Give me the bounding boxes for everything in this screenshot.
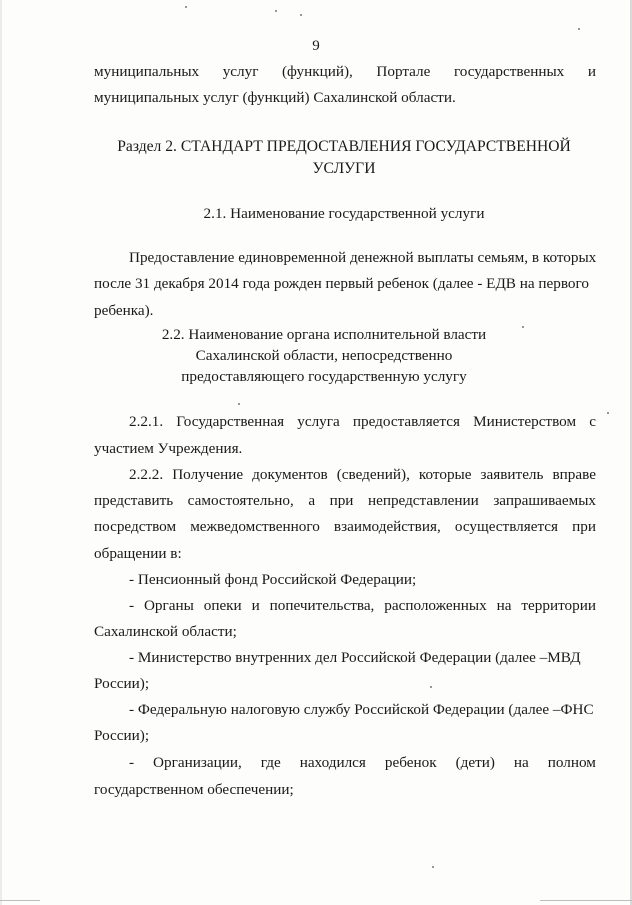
subsection-2-2-heading-line-3: предоставляющего государственную услугу — [181, 368, 467, 385]
word: 2.2.2. — [129, 466, 164, 483]
scan-speck — [430, 686, 432, 688]
word: Государственная — [176, 413, 285, 430]
word: на — [496, 597, 512, 614]
continuation-line-1 — [94, 62, 596, 82]
word: государственных — [453, 63, 565, 80]
page-number: 9 — [312, 38, 320, 54]
scan-speck — [238, 403, 240, 405]
word: и — [251, 597, 260, 614]
subsection-2-1-para-line-2: после 31 декабря 2014 года рожден первый ребенок (далее - ЕДВ на первого — [94, 275, 589, 292]
word: расположенных — [384, 597, 487, 614]
section-title-line-2: УСЛУГИ — [312, 160, 376, 177]
word: территории — [521, 597, 596, 614]
list-item-guardianship-line-2: Сахалинской области; — [94, 623, 237, 640]
list-item-organizations-line-1 — [129, 753, 596, 773]
word: на — [513, 754, 529, 771]
word: при — [572, 518, 596, 535]
list-item-fns-line-2: России); — [94, 727, 150, 744]
word: попечительства, — [269, 597, 375, 614]
list-item-mvd-line-2: России); — [94, 675, 150, 692]
paragraph-2-2-2-line-3 — [94, 517, 596, 537]
word: Органы — [143, 597, 194, 614]
word: (дети) — [455, 754, 495, 771]
word: которые — [418, 466, 472, 483]
continuation-line-2: муниципальных услуг (функций) Сахалинской области. — [94, 89, 456, 106]
word: запрашиваемых — [493, 492, 596, 509]
word: а — [308, 492, 316, 509]
word: опеки — [203, 597, 242, 614]
list-item-guardianship-line-1 — [129, 596, 596, 616]
word: предоставляется — [352, 413, 460, 430]
scan-speck — [185, 6, 187, 8]
word: муниципальных — [94, 63, 200, 80]
paragraph-2-2-1-line-2: участием Учреждения. — [94, 440, 243, 457]
scan-left-edge — [0, 0, 2, 905]
subsection-2-1-heading: 2.1. Наименование государственной услуги — [203, 205, 485, 222]
section-title-line-1: Раздел 2. СТАНДАРТ ПРЕДОСТАВЛЕНИЯ ГОСУДАРСТВЕННОЙ — [117, 138, 571, 155]
scan-speck — [607, 412, 609, 414]
paragraph-2-2-2-line-4: обращении в: — [94, 545, 182, 562]
scan-footer-mark — [0, 900, 40, 901]
word: взаимодействия, — [333, 518, 441, 535]
scan-speck — [432, 866, 434, 868]
word: услуг — [222, 63, 259, 80]
word: где — [260, 754, 281, 771]
word: 2.2.1. — [129, 413, 164, 430]
word: посредством — [94, 518, 177, 535]
word: Организации, — [153, 754, 242, 771]
word: документов — [252, 466, 328, 483]
word: осуществляется — [454, 518, 559, 535]
paragraph-2-2-2-line-1 — [129, 465, 596, 485]
word: (сведений), — [336, 466, 410, 483]
word: Получение — [172, 466, 244, 483]
subsection-2-1-para-line-3: ребенка). — [94, 302, 154, 319]
word: самостоятельно, — [187, 492, 294, 509]
word: и — [587, 63, 596, 80]
scan-footer-mark — [540, 900, 632, 901]
word: с — [589, 413, 596, 430]
word: - — [129, 597, 135, 614]
word: при — [329, 492, 354, 509]
word: ребенок — [384, 754, 437, 771]
word: услуга — [297, 413, 340, 430]
word: Министерством — [473, 413, 577, 430]
word: - — [129, 754, 135, 771]
subsection-2-2-heading-line-2: Сахалинской области, непосредственно — [195, 347, 453, 364]
word: полном — [547, 754, 596, 771]
word: непредставлении — [367, 492, 479, 509]
list-item-organizations-line-2: государственном обеспечении; — [94, 781, 294, 798]
list-item-pension-fund: - Пенсионный фонд Российской Федерации; — [129, 571, 417, 588]
word: заявитель — [480, 466, 544, 483]
word: Портале — [376, 63, 431, 80]
subsection-2-1-para-line-1: Предоставление единовременной денежной выплаты семьям, в которых — [129, 249, 597, 266]
scan-speck — [578, 28, 580, 30]
word: вправе — [552, 466, 596, 483]
scan-speck — [300, 14, 302, 16]
scan-speck — [275, 10, 277, 12]
list-item-mvd-line-1: - Министерство внутренних дел Российской Федерации (далее –МВД — [129, 649, 581, 666]
paragraph-2-2-1-line-1 — [129, 412, 596, 432]
word: межведомственного — [190, 518, 320, 535]
list-item-fns-line-1: - Федеральную налоговую службу Российской Федерации (далее –ФНС — [129, 701, 594, 718]
word: представить — [94, 492, 174, 509]
paragraph-2-2-2-line-2 — [94, 491, 596, 511]
word: находился — [299, 754, 366, 771]
subsection-2-2-heading-line-1: 2.2. Наименование органа исполнительной власти — [161, 326, 487, 343]
scan-speck — [522, 326, 524, 328]
word: (функций), — [282, 63, 353, 80]
